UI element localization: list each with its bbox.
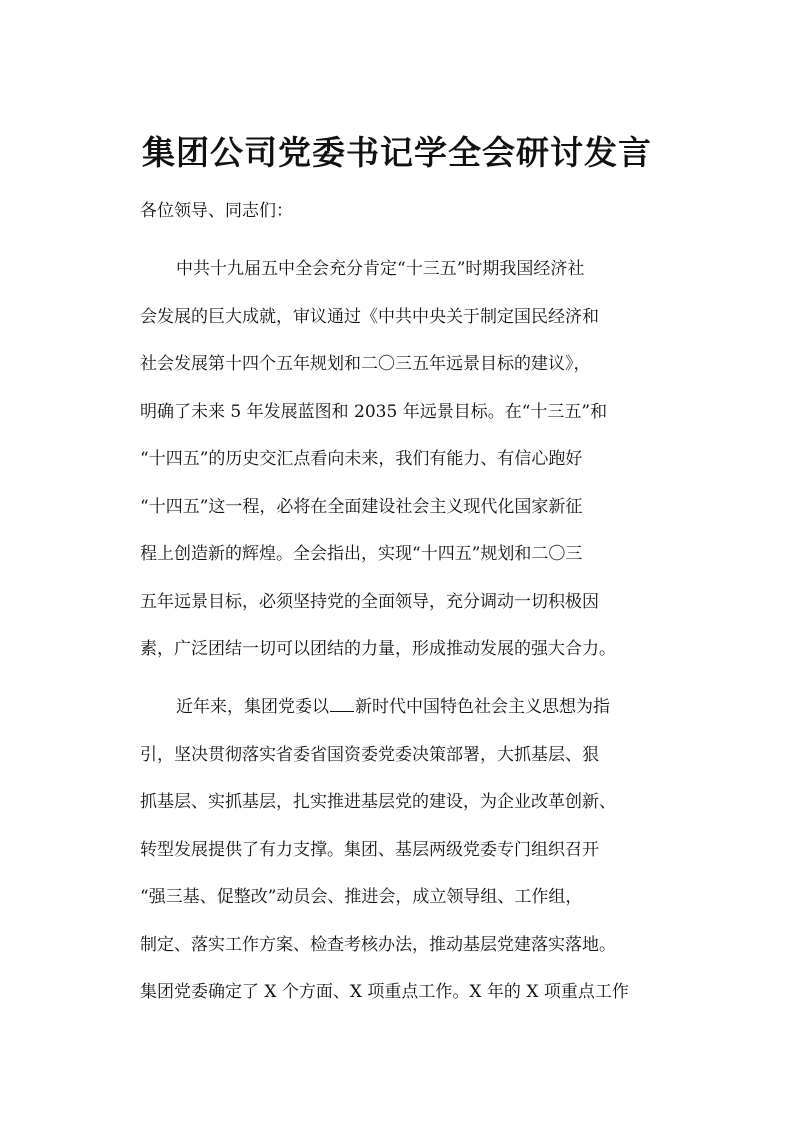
paragraph-line: 五年远景目标，必须坚持党的全面领导，充分调动一切积极因 [140,591,599,612]
document-title: 集团公司党委书记学全会研讨发言 [142,133,652,172]
text-after-blank: 新时代中国特色社会主义思想为指 [355,697,610,717]
paragraph-line: “十四五”的历史交汇点看向未来，我们有能力、有信心跑好 [140,449,583,469]
paragraph-line: 抓基层、实抓基层，扎实推进基层党的建设，为企业改革创新、 [140,792,616,812]
salutation: 各位领导、同志们： [140,201,293,221]
paragraph-line: 转型发展提供了有力支撑。集团、基层两级党委专门组织召开 [140,839,599,860]
paragraph-line: 明确了未来 5 年发展蓝图和 2035 年远景目标。在“十三五”和 [140,401,608,422]
paragraph-1 [140,252,680,680]
paragraph-line: “十四五”这一程，必将在全面建设社会主义现代化国家新征 [140,496,583,517]
paragraph-line: 会发展的巨大成就，审议通过《中共中央关于制定国民经济和 [140,306,599,327]
fill-in-blank [330,693,354,712]
paragraph-line: 制定、落实工作方案、检查考核办法，推动基层党建落实落地。 [140,934,616,955]
paragraph-line: 素，广泛团结一切可以团结的力量，形成推动发展的强大合力。 [140,639,616,659]
paragraph-line: 程上创造新的辉煌。全会指出，实现“十四五”规划和二〇三 [140,544,583,564]
paragraph-line: 社会发展第十四个五年规划和二〇三五年远景目标的建议》， [140,354,591,374]
paragraph-line [140,690,680,738]
paragraph-line: 引，坚决贯彻落实省委省国资委党委决策部署，大抓基层、狠 [140,744,599,765]
paragraph-line: 集团党委确定了 X 个方面、X 项重点工作。X 年的 X 项重点工作 [140,982,629,1002]
paragraph-line: 中共十九届五中全会充分肯定“十三五”时期我国经济社 [176,259,585,279]
paragraph-2 [140,690,680,1023]
paragraph-line: “强三基、促整改”动员会、推进会，成立领导组、工作组， [140,887,583,907]
text-before-blank: 近年来，集团党委以 [176,697,329,717]
